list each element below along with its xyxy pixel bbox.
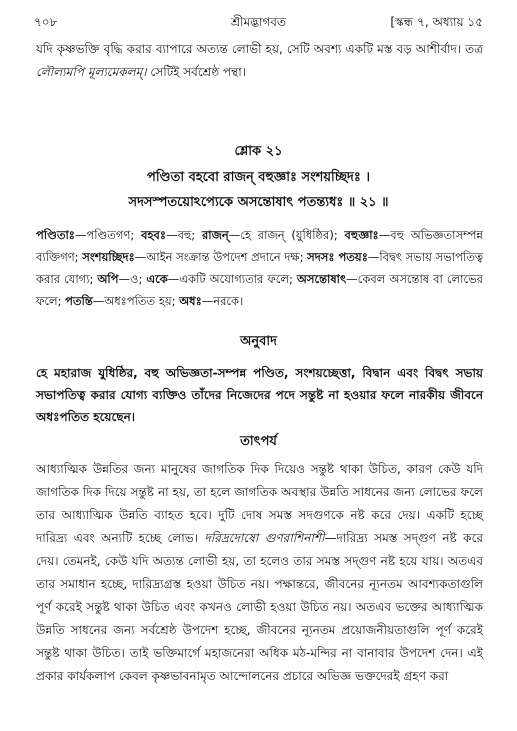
purport-sanskrit-quote: দরিদ্রদোষো গুণরাশিনাশী xyxy=(204,531,325,545)
synonym-meaning: —ও; xyxy=(118,272,147,286)
page-number: ৭০৮ xyxy=(34,15,58,29)
synonym-meaning: —পণ্ডিতগণ; xyxy=(74,228,142,242)
synonym-meaning: —হে রাজন্ (যুধিষ্ঠির); xyxy=(228,228,345,242)
book-title: শ্রীমদ্ভাগবত xyxy=(230,15,286,29)
intro-text-start: যদি কৃষ্ণভক্তি বৃদ্ধি করার ব্যাপারে অত্যন্ত লোভী হয়, সেটি অবশ্য একটি মস্ত বড় আশীর্বাদ। তত্র xyxy=(36,42,483,56)
synonym-meaning: —একটি অযোগ্যতার ফলে; xyxy=(167,272,297,286)
synonym-word: অসন্তোষাৎ xyxy=(296,272,347,286)
synonyms-paragraph xyxy=(36,224,483,312)
purport-paragraph xyxy=(36,458,483,688)
synonym-meaning: —আইন সংক্রান্ত উপদেশ প্রদানে দক্ষ; xyxy=(134,250,308,264)
synonym-meaning: —অধঃপতিত হয়; xyxy=(92,294,180,308)
chapter-reference: [স্কন্ধ ৭, অধ্যায় ১৫ xyxy=(390,15,483,29)
synonym-meaning: —বহু অভিজ্ঞতাসম্পন্ন ব্যক্তিগণ; xyxy=(36,228,483,264)
synonym-word: অধঃ xyxy=(179,294,202,308)
synonym-word: রাজন্ xyxy=(201,228,229,242)
synonym-word: পতন্তি xyxy=(65,294,93,308)
synonym-word: বহবঃ xyxy=(141,228,167,242)
synonym-meaning: —নরকে। xyxy=(201,294,244,308)
intro-sanskrit-quote: লৌল্যমপি মূল্যমেকলম্। xyxy=(36,65,147,79)
page-header xyxy=(34,14,483,32)
synonym-word: সংশয়চ্ছিদঃ xyxy=(82,250,135,264)
synonym-meaning: —বিদ্বৎ সভায় সভাপতিত্ব করার যোগ্য; xyxy=(36,250,483,286)
intro-paragraph xyxy=(36,38,483,84)
synonym-meaning: —বহু; xyxy=(166,228,202,242)
verse-line-2: সদসস্পতয়োঽপ্যেকে অসন্তোষাৎ পতন্ত্যধঃ ॥ ২১ ॥ xyxy=(128,195,389,210)
purport-heading: তাৎপর্য xyxy=(240,434,277,449)
verse-line-1: পণ্ডিতা বহবো রাজন্ বহুজ্ঞাঃ সংশয়চ্ছিদঃ । xyxy=(147,170,370,185)
synonym-word: বহুজ্ঞাঃ xyxy=(344,228,379,242)
synonym-word: একে xyxy=(146,272,168,286)
synonym-word: অপি xyxy=(97,272,119,286)
intro-text-end: সেটিই সর্বশ্রেষ্ঠ পন্থা। xyxy=(146,65,247,79)
synonym-word: পণ্ডিতাঃ xyxy=(36,228,75,242)
purport-text-start: আধ্যাত্মিক উন্নতির জন্য মানুষের জাগতিক দিক দিয়েও সন্তুষ্ট থাকা উচিত, কারণ কেউ যদি জাগতিক দিক দিয়ে সন্তুষ্ট না হয়, তা হলে জাগতিক অবস্থার উন্নতি সাধনের জন্য লোভের ফলে তার আধ্যাত্মিক উন্নতি ব্যাহত হবে। দুটি দোষ সমস্ত সদগুণকে নষ্ট করে দেয়। একটি হচ্ছে দারিদ্র্য এবং অন্যটি হচ্ছে লোভ। xyxy=(36,462,483,545)
purport-text-end: —দারিদ্র্য সমস্ত সদ্গুণ নষ্ট করে দেয়। তেমনই, কেউ যদি অত্যন্ত লোভী হয়, তা হলেও তার সমস্ত সদ্গুণ নষ্ট হয়ে যায়। অতএব তার সমাধান হচ্ছে, দারিদ্র্যগ্রস্ত হওয়া উচিত নয়। পক্ষান্তরে, জীবনের ন্যূনতম আবশ্যকতাগুলি পূর্ণ করেই সন্তুষ্ট থাকা উচিত এবং কখনও লোভী হওয়া উচিত নয়। অতএব ভক্তের আধ্যাত্মিক উন্নতি সাধনের জন্য সর্বশ্রেষ্ঠ উপদেশ হচ্ছে, জীবনের ন্যূনতম প্রয়োজনীয়তাগুলি পূর্ণ করেই সন্তুষ্ট থাকা উচিত। তাই ভক্তিমার্গে মহাজনেরা অধিক মঠ-মন্দির না বানাবার উপদেশ দেন। এই প্রকার কার্যকলাপ কেবল কৃষ্ণভাবনামৃত আন্দোলনের প্রচারে অভিজ্ঞ ভক্তদেরই গ্রহণ করা xyxy=(36,531,483,683)
synonym-meaning: —কেবল অসন্তোষ বা লোভের ফলে; xyxy=(36,272,483,308)
shloka-heading: শ্লোক ২১ xyxy=(234,144,283,159)
translation-text: হে মহারাজ যুধিষ্ঠির, বহু অভিজ্ঞতা-সম্পন্ন পণ্ডিত, সংশয়চ্ছেত্তা, বিদ্বান এবং বিদ্বৎ সভায় সভাপতিত্ব করার যোগ্য ব্যক্তিও তাঁদের নিজেদের পদে সন্তুষ্ট না হওয়ার ফলে নারকীয় জীবনে অধঃপতিত হয়েছেন। xyxy=(36,366,483,424)
translation-heading: অনুবাদ xyxy=(240,334,277,349)
synonym-word: সদসঃ পতয়ঃ xyxy=(307,250,368,264)
